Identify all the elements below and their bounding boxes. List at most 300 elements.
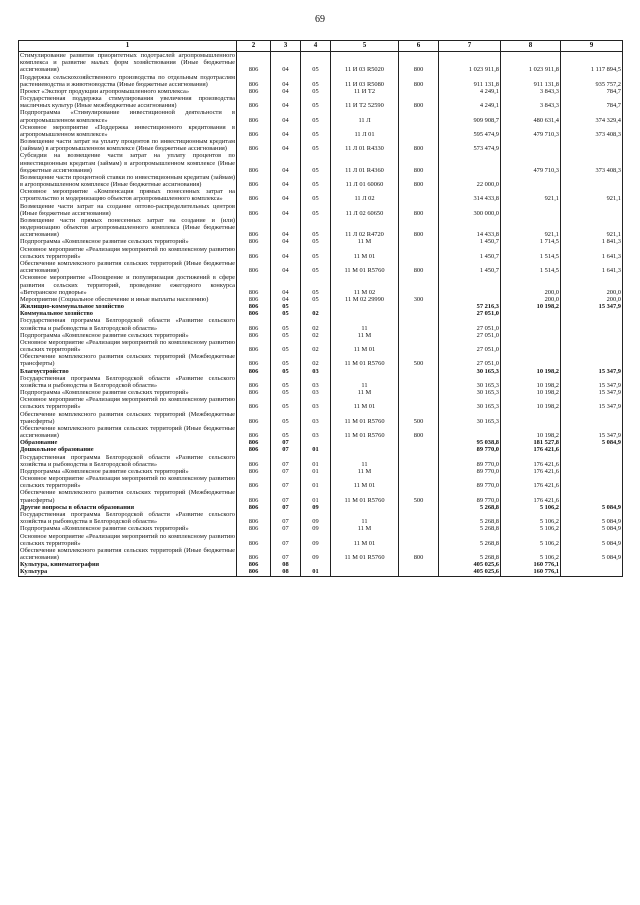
header-col-9: 9 <box>561 41 623 52</box>
row-section: 07 <box>271 547 301 561</box>
row-amount-3: 200,0 <box>561 296 623 303</box>
row-expense-type: 800 <box>399 260 439 274</box>
table-body <box>19 52 623 577</box>
row-glava: 806 <box>237 152 271 174</box>
row-amount-3: 15 347,9 <box>561 303 623 310</box>
header-col-7: 7 <box>439 41 501 52</box>
row-amount-3: 200,0 <box>561 274 623 296</box>
row-section: 05 <box>271 317 301 331</box>
row-section: 05 <box>271 310 301 317</box>
row-name: Подпрограмма «Комплексное развитие сельских территорий» <box>19 468 237 475</box>
row-subsection: 01 <box>301 454 331 468</box>
row-glava: 806 <box>237 88 271 95</box>
row-subsection: 03 <box>301 389 331 396</box>
row-expense-type <box>399 124 439 138</box>
row-name: Подпрограмма «Комплексное развитие сельских территорий» <box>19 238 237 245</box>
row-name: Возмещение части затрат на уплату процентов по инвестиционным кредитам (займам) в агропромышленном комплексе (Иные бюджетные ассигнования) <box>20 138 235 153</box>
row-glava: 806 <box>237 74 271 88</box>
row-amount-2: 1 514,5 <box>501 260 561 274</box>
row-name: Стимулирование развития приоритетных подотраслей агропромышленного комплекса и развитие малых форм хозяйствования (Иные бюджетные ассигнования) <box>20 52 235 74</box>
row-amount-1: 1 450,7 <box>439 260 501 274</box>
row-expense-type <box>399 504 439 511</box>
row-amount-2: 5 106,2 <box>501 533 561 547</box>
row-name: Подпрограмма «Комплексное развитие сельских территорий» <box>19 332 237 339</box>
row-amount-1: 5 268,8 <box>439 525 501 532</box>
row-amount-1: 89 770,0 <box>439 468 501 475</box>
row-target-article: 11 М 01 <box>331 339 399 353</box>
row-name: Обеспечение комплексного развития сельских территорий (Иные бюджетные ассигнования) <box>20 259 235 275</box>
table-row <box>19 525 623 532</box>
table-row <box>19 489 623 503</box>
row-target-article: 11 Л 01 R4360 <box>331 152 399 174</box>
row-glava: 806 <box>237 411 271 425</box>
row-amount-3: 5 084,9 <box>561 547 623 561</box>
row-name: Культура <box>19 568 237 576</box>
row-glava: 806 <box>237 317 271 331</box>
row-amount-2: 480 631,4 <box>501 109 561 123</box>
row-target-article: 11 И T2 <box>331 88 399 95</box>
row-expense-type: 800 <box>399 74 439 88</box>
row-amount-1: 4 249,1 <box>439 88 501 95</box>
row-amount-3: 5 084,9 <box>561 533 623 547</box>
row-amount-1: 27 051,0 <box>439 317 501 331</box>
row-glava: 806 <box>237 439 271 446</box>
row-subsection: 05 <box>301 152 331 174</box>
row-amount-2: 5 106,2 <box>501 504 561 511</box>
row-amount-2: 160 776,1 <box>501 561 561 568</box>
table-row <box>19 52 623 74</box>
row-section: 04 <box>271 138 301 152</box>
row-target-article: 11 М 02 29990 <box>331 296 399 303</box>
row-subsection: 01 <box>301 568 331 576</box>
row-name: Государственная программа Белгородской области «Развитие сельского хозяйства и рыбоводства в Белгородской области» <box>20 511 235 526</box>
row-section: 07 <box>271 511 301 525</box>
row-glava: 806 <box>237 52 271 74</box>
row-glava: 806 <box>237 489 271 503</box>
row-target-article <box>331 561 399 568</box>
row-target-article: 11 М 01 R5760 <box>331 425 399 439</box>
header-col-8: 8 <box>501 41 561 52</box>
row-section: 04 <box>271 274 301 296</box>
row-amount-2: 3 843,3 <box>501 95 561 109</box>
row-target-article: 11 М 01 R5760 <box>331 411 399 425</box>
row-expense-type: 800 <box>399 152 439 174</box>
row-amount-3 <box>561 339 623 353</box>
row-name: Мероприятия (Социальное обеспечение и иные выплаты населению) <box>19 296 237 303</box>
row-glava: 806 <box>237 174 271 188</box>
row-target-article: 11 М <box>331 238 399 245</box>
row-amount-3: 921,1 <box>561 217 623 239</box>
row-amount-2: 1 714,5 <box>501 238 561 245</box>
row-amount-2: 176 421,6 <box>501 454 561 468</box>
row-glava: 806 <box>237 310 271 317</box>
row-glava: 806 <box>237 446 271 453</box>
row-subsection: 09 <box>301 533 331 547</box>
row-name: Дошкольное образование <box>19 446 237 453</box>
row-glava: 806 <box>237 375 271 389</box>
row-section: 07 <box>271 475 301 489</box>
row-subsection: 03 <box>301 411 331 425</box>
row-section: 07 <box>271 439 301 446</box>
row-amount-3 <box>561 454 623 468</box>
row-name: Государственная программа Белгородской области «Развитие сельского хозяйства и рыбоводства в Белгородской области» <box>20 453 235 468</box>
row-amount-1: 573 474,9 <box>439 138 501 152</box>
row-expense-type <box>399 446 439 453</box>
row-subsection: 05 <box>301 109 331 123</box>
row-amount-1 <box>439 296 501 303</box>
row-expense-type <box>399 525 439 532</box>
row-amount-1: 22 000,0 <box>439 174 501 188</box>
row-section: 05 <box>271 368 301 375</box>
row-glava: 806 <box>237 368 271 375</box>
row-section: 05 <box>271 339 301 353</box>
row-expense-type: 500 <box>399 353 439 367</box>
row-expense-type: 300 <box>399 296 439 303</box>
row-section: 04 <box>271 74 301 88</box>
row-amount-3: 374 329,4 <box>561 109 623 123</box>
row-expense-type: 800 <box>399 52 439 74</box>
row-subsection: 03 <box>301 396 331 410</box>
row-expense-type <box>399 389 439 396</box>
row-subsection: 01 <box>301 446 331 453</box>
row-subsection: 03 <box>301 368 331 375</box>
table-row <box>19 274 623 296</box>
row-subsection: 05 <box>301 52 331 74</box>
row-name: Основное мероприятие «Реализация мероприятий по комплексному развитию сельских территорий» <box>20 245 235 260</box>
row-subsection: 09 <box>301 511 331 525</box>
row-target-article: 11 Л 02 <box>331 188 399 202</box>
row-target-article: 11 <box>331 454 399 468</box>
row-glava: 806 <box>237 260 271 274</box>
header-col-6: 6 <box>399 41 439 52</box>
row-expense-type <box>399 568 439 576</box>
row-section: 07 <box>271 489 301 503</box>
row-name: Основное мероприятие «Реализация мероприятий по комплексному развитию сельских территорий» <box>20 475 235 490</box>
row-amount-1: 89 770,0 <box>439 489 501 503</box>
row-expense-type: 800 <box>399 174 439 188</box>
row-target-article: 11 М 01 R5760 <box>331 489 399 503</box>
row-amount-3 <box>561 317 623 331</box>
row-glava: 806 <box>237 217 271 239</box>
row-amount-1 <box>439 425 501 439</box>
row-section: 04 <box>271 238 301 245</box>
table-row <box>19 339 623 353</box>
row-subsection: 03 <box>301 375 331 389</box>
table-row <box>19 454 623 468</box>
row-amount-2: 10 198,2 <box>501 425 561 439</box>
row-target-article <box>331 504 399 511</box>
row-target-article: 11 М <box>331 332 399 339</box>
table-row <box>19 188 623 202</box>
row-amount-2: 176 421,6 <box>501 489 561 503</box>
row-section: 07 <box>271 454 301 468</box>
row-amount-2: 10 198,2 <box>501 303 561 310</box>
row-name: Подпрограмма «Стимулирование инвестиционной деятельности в агропромышленном комплексе» <box>20 109 235 124</box>
row-amount-2: 10 198,2 <box>501 375 561 389</box>
row-section: 07 <box>271 468 301 475</box>
row-amount-2: 10 198,2 <box>501 368 561 375</box>
row-amount-3: 5 084,9 <box>561 504 623 511</box>
row-amount-2: 5 106,2 <box>501 525 561 532</box>
row-expense-type <box>399 246 439 260</box>
row-amount-1: 405 025,6 <box>439 568 501 576</box>
header-col-4: 4 <box>301 41 331 52</box>
row-subsection: 01 <box>301 475 331 489</box>
row-name: Основное мероприятие «Компенсация прямых понесенных затрат на строительство и модернизацию объектов агропромышленного комплекса» <box>20 188 235 203</box>
row-glava: 806 <box>237 468 271 475</box>
row-name: Проект «Экспорт продукции агропромышленного комплекса» <box>19 88 237 95</box>
row-amount-3 <box>561 138 623 152</box>
row-target-article: 11 М <box>331 468 399 475</box>
row-section: 05 <box>271 353 301 367</box>
table-row <box>19 389 623 396</box>
row-expense-type: 800 <box>399 217 439 239</box>
row-name: Основное мероприятие «Поддержка инвестиционного кредитования в агропромышленном комплексе» <box>20 123 235 138</box>
row-amount-3: 15 347,9 <box>561 368 623 375</box>
row-section: 05 <box>271 332 301 339</box>
row-amount-2: 160 776,1 <box>501 568 561 576</box>
row-name: Основное мероприятие «Реализация мероприятий по комплексному развитию сельских территорий» <box>20 338 235 354</box>
row-expense-type: 800 <box>399 138 439 152</box>
row-name: Благоустройство <box>19 368 237 375</box>
row-subsection: 05 <box>301 138 331 152</box>
row-amount-2 <box>501 411 561 425</box>
row-name: Возмещение части прямых понесенных затрат на создание и (или) модернизацию объектов агропромышленного комплекса (Иные бюджетные ассигнования) <box>20 216 235 239</box>
row-glava: 806 <box>237 454 271 468</box>
row-subsection: 05 <box>301 188 331 202</box>
row-glava: 806 <box>237 353 271 367</box>
row-expense-type <box>399 339 439 353</box>
row-expense-type <box>399 332 439 339</box>
row-subsection: 02 <box>301 353 331 367</box>
row-amount-3: 1 841,3 <box>561 238 623 245</box>
table-row <box>19 396 623 410</box>
row-expense-type <box>399 274 439 296</box>
row-target-article: 11 М 01 R5760 <box>331 260 399 274</box>
budget-table <box>18 40 623 577</box>
row-target-article: 11 <box>331 375 399 389</box>
row-glava: 806 <box>237 561 271 568</box>
row-expense-type: 800 <box>399 547 439 561</box>
row-section: 04 <box>271 203 301 217</box>
row-section: 04 <box>271 174 301 188</box>
row-subsection: 03 <box>301 425 331 439</box>
table-row <box>19 138 623 152</box>
row-amount-3 <box>561 468 623 475</box>
row-name: Обеспечение комплексного развития сельских территорий (Межбюджетные трансферты) <box>20 489 235 504</box>
row-amount-2: 176 421,6 <box>501 468 561 475</box>
row-amount-1: 89 770,0 <box>439 475 501 489</box>
row-amount-3 <box>561 446 623 453</box>
table-row <box>19 353 623 367</box>
row-subsection <box>301 439 331 446</box>
row-subsection: 05 <box>301 217 331 239</box>
row-amount-1: 30 165,3 <box>439 411 501 425</box>
row-amount-1: 314 433,8 <box>439 188 501 202</box>
row-section: 07 <box>271 504 301 511</box>
row-amount-1 <box>439 274 501 296</box>
row-amount-2: 200,0 <box>501 296 561 303</box>
table-row <box>19 425 623 439</box>
row-glava: 806 <box>237 332 271 339</box>
row-amount-3: 921,1 <box>561 188 623 202</box>
row-expense-type <box>399 468 439 475</box>
row-glava: 806 <box>237 95 271 109</box>
row-amount-1: 1 023 911,8 <box>439 52 501 74</box>
row-amount-3 <box>561 203 623 217</box>
table-row <box>19 174 623 188</box>
row-amount-2: 921,1 <box>501 217 561 239</box>
table-row <box>19 203 623 217</box>
row-section: 07 <box>271 446 301 453</box>
row-target-article: 11 Л <box>331 109 399 123</box>
row-subsection: 09 <box>301 547 331 561</box>
row-name: Коммунальное хозяйство <box>19 310 237 317</box>
row-amount-2: 1 514,5 <box>501 246 561 260</box>
row-amount-2: 921,1 <box>501 188 561 202</box>
table-row <box>19 468 623 475</box>
row-amount-3 <box>561 475 623 489</box>
row-amount-2: 10 198,2 <box>501 389 561 396</box>
row-expense-type <box>399 439 439 446</box>
row-subsection <box>301 561 331 568</box>
table-row <box>19 217 623 239</box>
row-amount-1: 27 051,0 <box>439 332 501 339</box>
row-amount-1: 14 433,8 <box>439 217 501 239</box>
row-subsection <box>301 303 331 310</box>
row-subsection: 05 <box>301 260 331 274</box>
row-name: Возмещение части затрат на создание оптово-распределительных центров (Иные бюджетные ассигнования) <box>20 202 235 217</box>
row-amount-3: 15 347,9 <box>561 375 623 389</box>
row-expense-type <box>399 109 439 123</box>
row-expense-type <box>399 475 439 489</box>
row-name: Подпрограмма «Комплексное развитие сельских территорий» <box>19 389 237 396</box>
row-amount-2: 176 421,6 <box>501 475 561 489</box>
row-amount-3: 15 347,9 <box>561 425 623 439</box>
row-amount-2 <box>501 339 561 353</box>
row-glava: 806 <box>237 246 271 260</box>
row-amount-2 <box>501 203 561 217</box>
row-target-article: 11 М 01 R5760 <box>331 353 399 367</box>
row-target-article: 11 М <box>331 389 399 396</box>
row-glava: 806 <box>237 109 271 123</box>
row-glava: 806 <box>237 138 271 152</box>
row-name: Подпрограмма «Комплексное развитие сельских территорий» <box>19 525 237 532</box>
table-row <box>19 317 623 331</box>
row-glava: 806 <box>237 525 271 532</box>
row-amount-3: 5 084,9 <box>561 525 623 532</box>
table-row <box>19 475 623 489</box>
row-name: Государственная программа Белгородской области «Развитие сельского хозяйства и рыбоводства в Белгородской области» <box>20 374 235 389</box>
row-target-article: 11 М 01 <box>331 246 399 260</box>
row-target-article: 11 И T2 52590 <box>331 95 399 109</box>
table-row <box>19 95 623 109</box>
table-row <box>19 260 623 274</box>
row-amount-2 <box>501 174 561 188</box>
table-row <box>19 109 623 123</box>
row-amount-3 <box>561 568 623 576</box>
table-row <box>19 533 623 547</box>
row-section: 07 <box>271 525 301 532</box>
row-target-article: 11 М 01 <box>331 533 399 547</box>
row-amount-1: 89 770,0 <box>439 446 501 453</box>
row-section: 04 <box>271 152 301 174</box>
row-subsection: 02 <box>301 317 331 331</box>
row-amount-1: 5 268,8 <box>439 511 501 525</box>
row-amount-2 <box>501 332 561 339</box>
table-row <box>19 411 623 425</box>
row-target-article <box>331 446 399 453</box>
row-amount-3 <box>561 411 623 425</box>
row-name: Жилищно-коммунальное хозяйство <box>19 303 237 310</box>
row-amount-1: 1 450,7 <box>439 246 501 260</box>
row-amount-2: 176 421,6 <box>501 446 561 453</box>
row-amount-3 <box>561 353 623 367</box>
row-amount-1: 27 051,0 <box>439 310 501 317</box>
row-target-article: 11 <box>331 317 399 331</box>
row-expense-type <box>399 303 439 310</box>
row-amount-3: 15 347,9 <box>561 389 623 396</box>
row-name: Субсидии на возмещение части затрат на уплату процентов по инвестиционным кредитам (займам) в агропромышленном комплексе (Иные бюджетные ассигнования) <box>20 152 235 174</box>
table-row <box>19 439 623 446</box>
table-row <box>19 368 623 375</box>
row-expense-type <box>399 238 439 245</box>
row-glava: 806 <box>237 504 271 511</box>
table-row <box>19 296 623 303</box>
row-expense-type <box>399 368 439 375</box>
row-amount-2: 181 527,8 <box>501 439 561 446</box>
row-target-article: 11 <box>331 511 399 525</box>
table-row <box>19 74 623 88</box>
row-target-article: 11 М 01 <box>331 396 399 410</box>
row-subsection: 05 <box>301 274 331 296</box>
row-expense-type <box>399 317 439 331</box>
row-glava: 806 <box>237 339 271 353</box>
row-glava: 806 <box>237 203 271 217</box>
row-amount-3: 1 641,3 <box>561 246 623 260</box>
row-section: 05 <box>271 389 301 396</box>
row-name: Образование <box>19 439 237 446</box>
row-subsection: 01 <box>301 489 331 503</box>
row-amount-2: 911 131,8 <box>501 74 561 88</box>
row-name: Другие вопросы в области образования <box>19 504 237 511</box>
row-subsection: 02 <box>301 310 331 317</box>
row-subsection: 09 <box>301 504 331 511</box>
header-col-1: 1 <box>19 41 237 52</box>
row-subsection: 05 <box>301 296 331 303</box>
row-section: 04 <box>271 217 301 239</box>
row-glava: 806 <box>237 547 271 561</box>
table-row <box>19 568 623 576</box>
row-expense-type <box>399 188 439 202</box>
row-target-article: 11 М 02 <box>331 274 399 296</box>
row-amount-3: 784,7 <box>561 95 623 109</box>
table-row <box>19 246 623 260</box>
row-amount-3: 373 408,3 <box>561 152 623 174</box>
row-amount-1: 30 165,3 <box>439 368 501 375</box>
row-name: Возмещение части процентной ставки по инвестиционным кредитам (займам) в агропромышленном комплексе (Иные бюджетные ассигнования) <box>20 173 235 189</box>
row-amount-1: 27 051,0 <box>439 353 501 367</box>
row-glava: 806 <box>237 389 271 396</box>
table-row <box>19 446 623 453</box>
row-section: 05 <box>271 425 301 439</box>
row-target-article: 11 Л 01 <box>331 124 399 138</box>
row-subsection: 02 <box>301 339 331 353</box>
row-amount-1: 595 474,9 <box>439 124 501 138</box>
table-row <box>19 310 623 317</box>
row-expense-type <box>399 561 439 568</box>
row-expense-type <box>399 454 439 468</box>
